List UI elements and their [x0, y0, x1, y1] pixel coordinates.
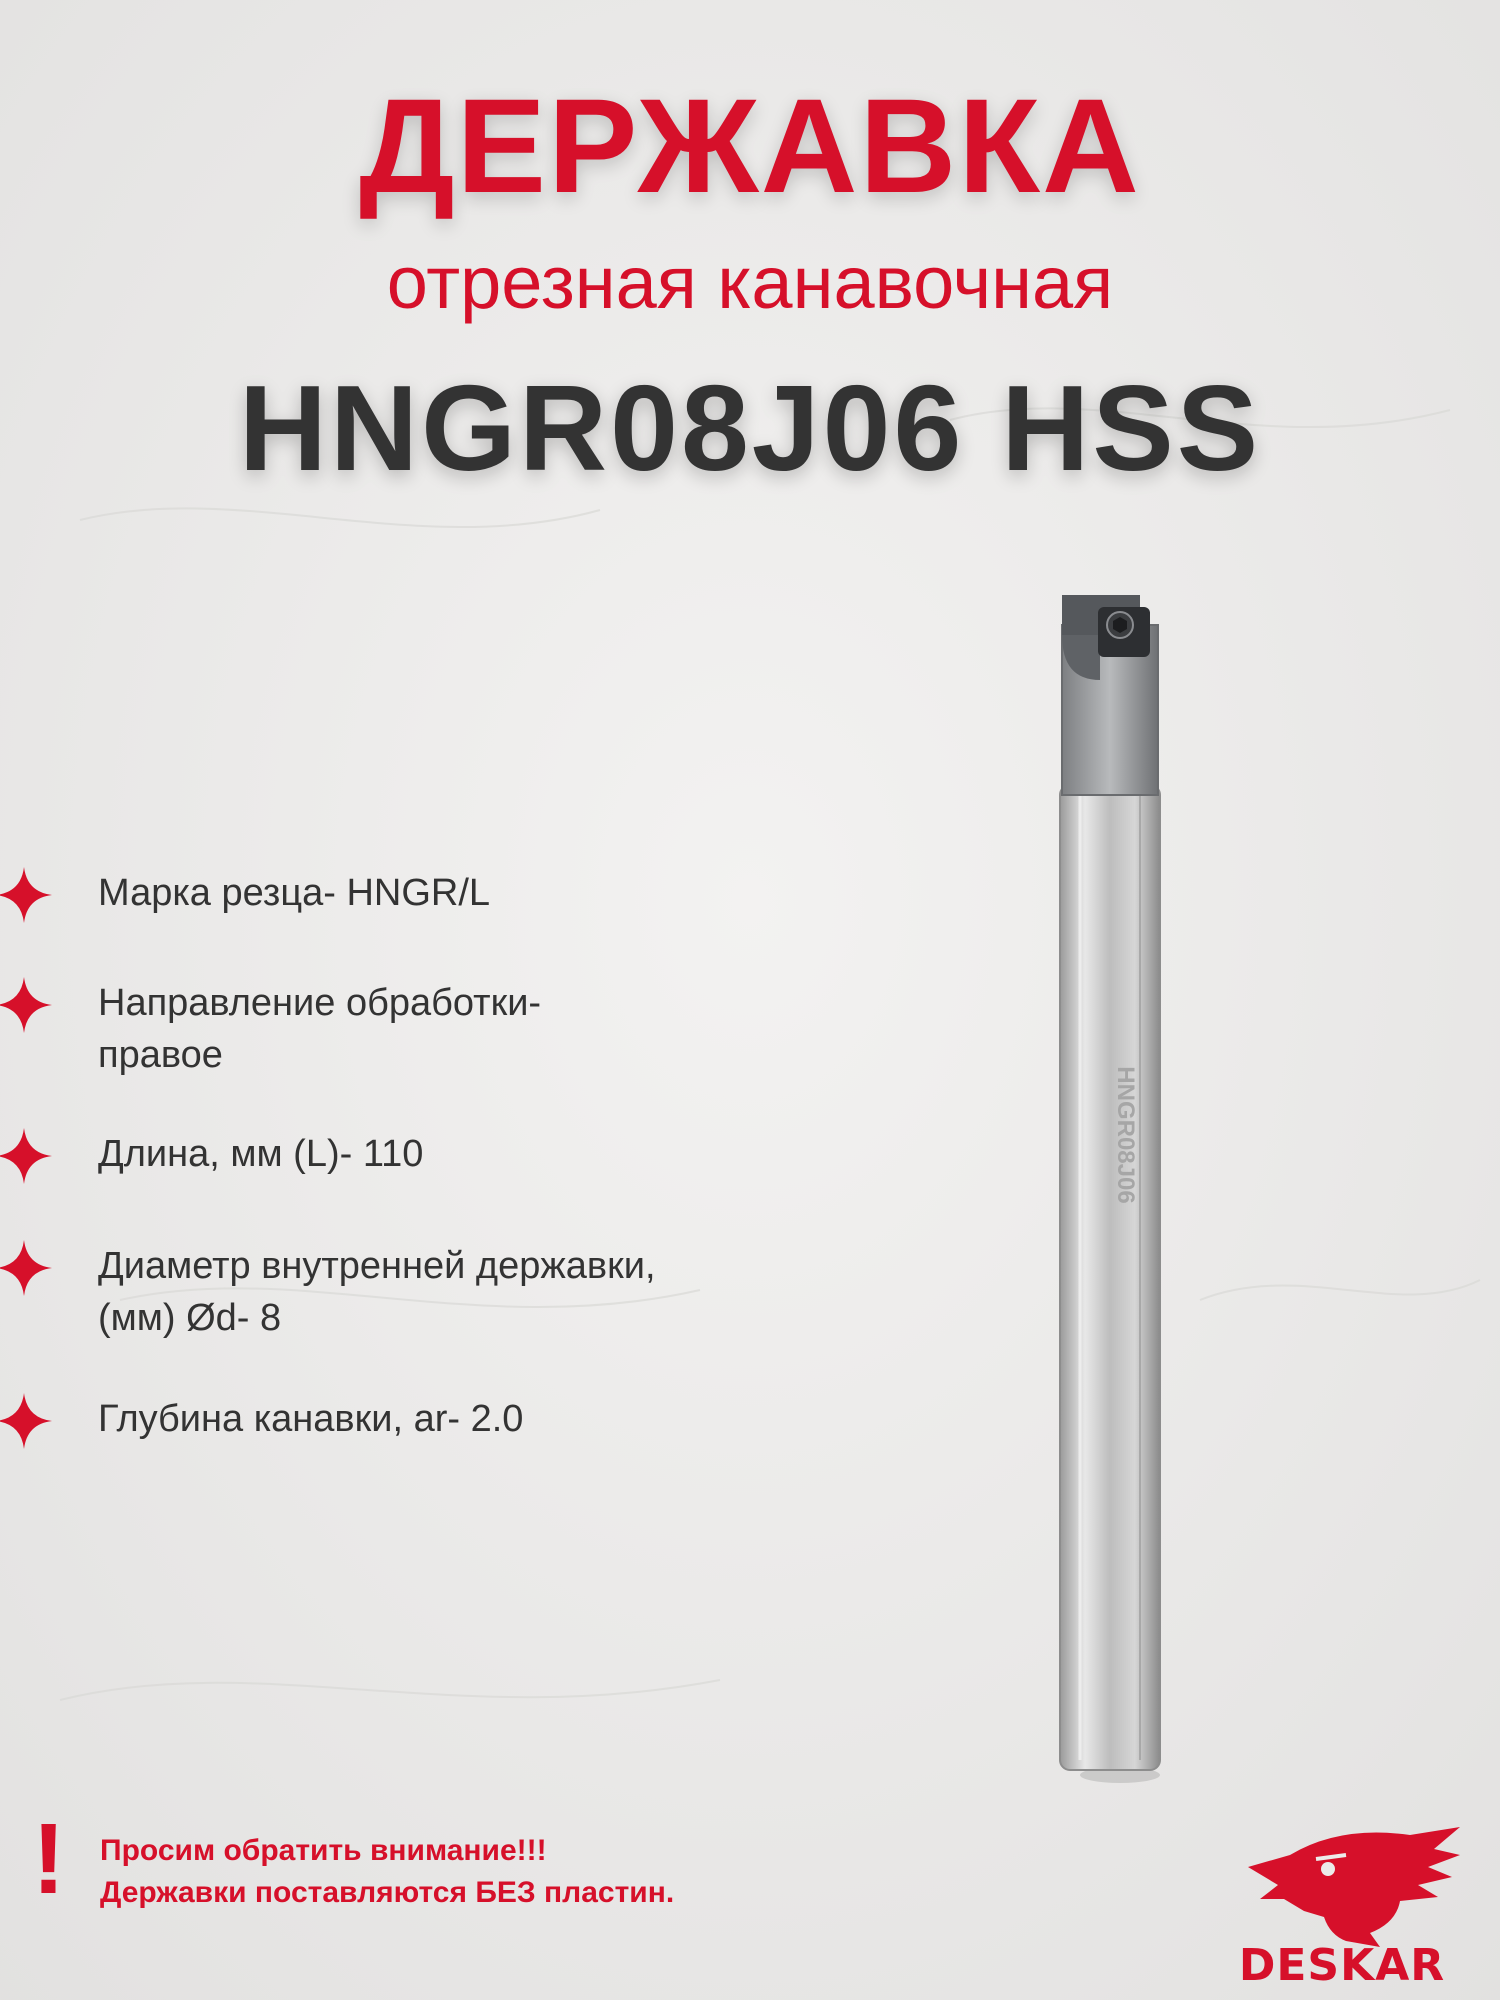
spec-list: [0, 0, 900, 1500]
page-title: ДЕРЖАВКА: [359, 72, 1141, 221]
spec-text: Направление обработки- правое: [98, 982, 542, 1076]
notice-block: [0, 1803, 900, 1940]
spec-text: Длина, мм (L)- 110: [98, 1133, 424, 1175]
exclamation-mark-icon: !: [32, 1803, 66, 1915]
notice-text: Просим обратить внимание!!! Державки поставляются БЕЗ пластин.: [100, 1834, 675, 1909]
spec-text: Диаметр внутренней державки, (мм) Ød- 8: [98, 1245, 656, 1339]
spec-text: Марка резца- HNGR/L: [98, 872, 491, 914]
tool-engraving: HNGR08J06: [1112, 1066, 1139, 1204]
product-subtitle: отрезная канавочная: [386, 241, 1114, 324]
four-point-star-icon: [0, 1389, 56, 1453]
four-point-star-icon: [0, 1124, 56, 1188]
product-model: HNGR08J06 HSS: [238, 360, 1262, 496]
four-point-star-icon: [0, 863, 56, 927]
brand-name: DESKAR: [1238, 1940, 1446, 1991]
four-point-star-icon: [0, 1236, 56, 1300]
tool-holder-image: [1040, 595, 1180, 1785]
spec-text: Глубина канавки, ar- 2.0: [98, 1398, 524, 1440]
four-point-star-icon: [0, 973, 56, 1037]
